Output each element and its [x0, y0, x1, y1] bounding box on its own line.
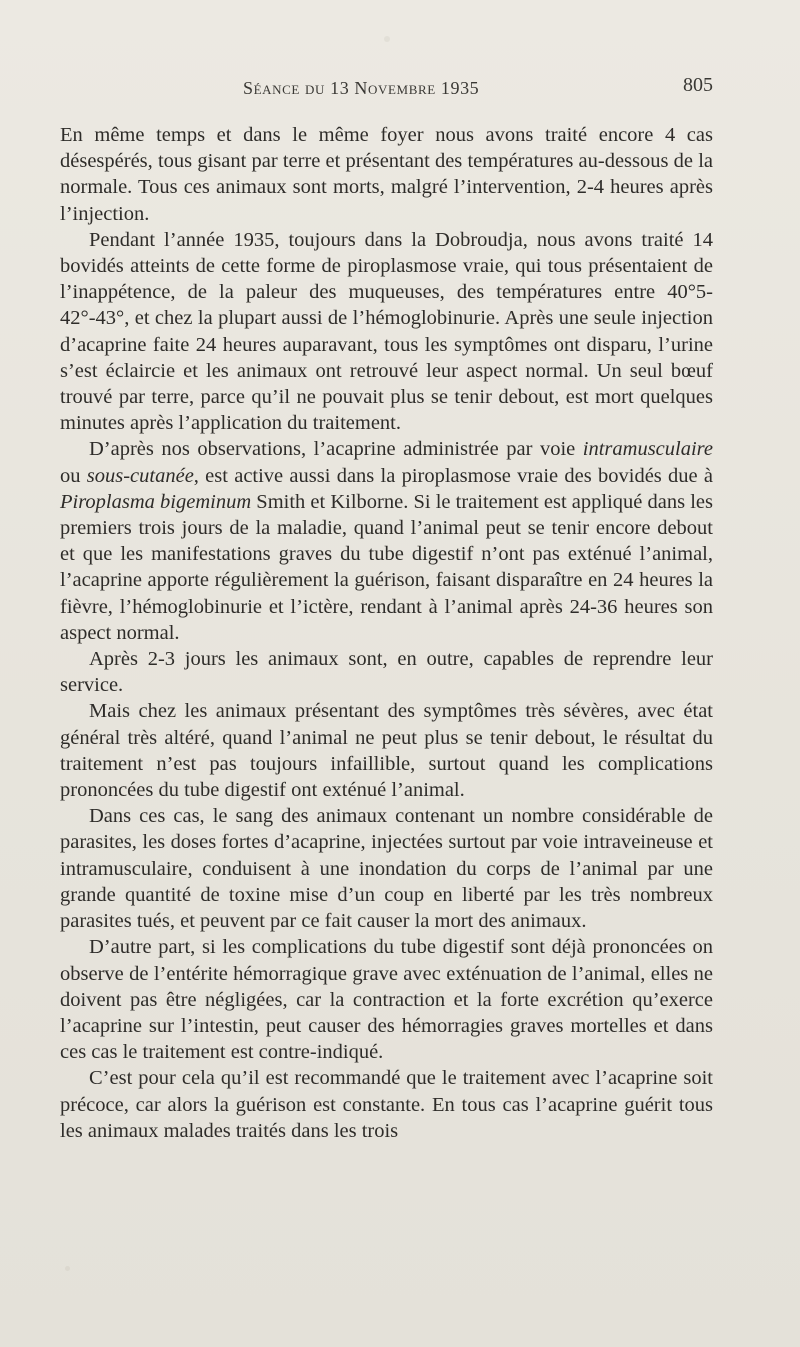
paragraph-3-before: D’après nos observations, l’acaprine administrée par voie — [89, 438, 583, 461]
paragraph-3 — [60, 436, 713, 646]
paragraph-5: Mais chez les animaux présentant des symptômes très sévères, avec état général très altéré, quand l’animal ne peut plus se tenir debout, le résultat du traitement n’est pas toujours infaillible, surtout quand les complications prononcées du tube digestif ont exténué l’animal. — [60, 700, 713, 802]
paragraph-8: C’est pour cela qu’il est recommandé que le traitement avec l’acaprine soit précoce, car alors la guérison est constante. En tous cas l’acaprine guérit tous les animaux malades traités dans les trois — [60, 1067, 713, 1142]
paragraph-1: En même temps et dans le même foyer nous avons traité encore 4 cas désespérés, tous gisant par terre et présentant des températures au-dessous de la normale. Tous ces animaux sont morts, malgré l’intervention, 2-4 heures après l’injection. — [60, 124, 713, 225]
paragraph-4: Après 2-3 jours les animaux sont, en outre, capables de reprendre leur service. — [60, 648, 713, 697]
paper-speck — [384, 36, 390, 42]
italic-piroplasma-bigeminum: Piroplasma bigeminum — [60, 490, 252, 513]
running-header — [243, 74, 713, 106]
paragraph-7: D’autre part, si les complications du tube digestif sont déjà prononcées on observe de l’entérite hémorragique grave avec exténuation de l’animal, elles ne doivent pas être négligées, car la contraction et la forte excrétion qu’exerce l’acaprine sur l’intestin, peut causer des hémorragies graves mortelles et dans ces cas le traitement est contre-indiqué. — [60, 936, 713, 1064]
paragraph-2: Pendant l’année 1935, toujours dans la Dobroudja, nous avons traité 14 bovidés atteints de cette forme de piroplasmose vraie, qui tous présentaient de l’inappétence, de la paleur des muqueuses, des températures entre 40°5-42°-43°, et chez la plupart aussi de l’hémoglobinurie. Après une seule injection d’acaprine faite 24 heures auparavant, tous les symptômes ont disparu, l’urine s’est éclaircie et les animaux ont retrouvé leur aspect normal. Un seul bœuf trouvé par terre, parce qu’il ne pouvait plus se tenir debout, est mort quelques minutes après l’application du traitement. — [60, 228, 713, 435]
header-title: Séance du 13 Novembre 1935 — [243, 78, 480, 98]
italic-intramusculaire: intramusculaire — [582, 438, 713, 461]
paragraph-3-after: Smith et Kilborne. Si le traitement est appliqué dans les premiers trois jours de la maladie, quand l’animal peut se tenir encore debout et que les manifestations graves du tube digestif n’ont pas exténué l’animal, l’acaprine apporte régulièrement la guérison, faisant disparaître en 24 heures la fièvre, l’hémoglobinurie et l’ictère, rendant à l’animal après 24-36 heures son aspect normal. — [60, 490, 714, 644]
italic-sous-cutanee: sous-cutanée — [86, 464, 194, 487]
paragraph-6: Dans ces cas, le sang des animaux contenant un nombre considérable de parasites, les doses fortes d’acaprine, injectées surtout par voie intraveineuse et intramusculaire, conduisent à une inondation du corps de l’animal par une grande quantité de toxine mise d’un coup en liberté par les très nombreux parasites tués, et peuvent par ce fait causer la mort des animaux. — [60, 805, 713, 933]
paragraph-3-middle-2: , est active aussi dans la piroplasmose vraie des bovidés due à — [193, 464, 713, 487]
page-number: 805 — [683, 74, 713, 96]
paragraph-3-middle-1: ou — [60, 464, 87, 487]
body-text — [60, 122, 713, 1302]
